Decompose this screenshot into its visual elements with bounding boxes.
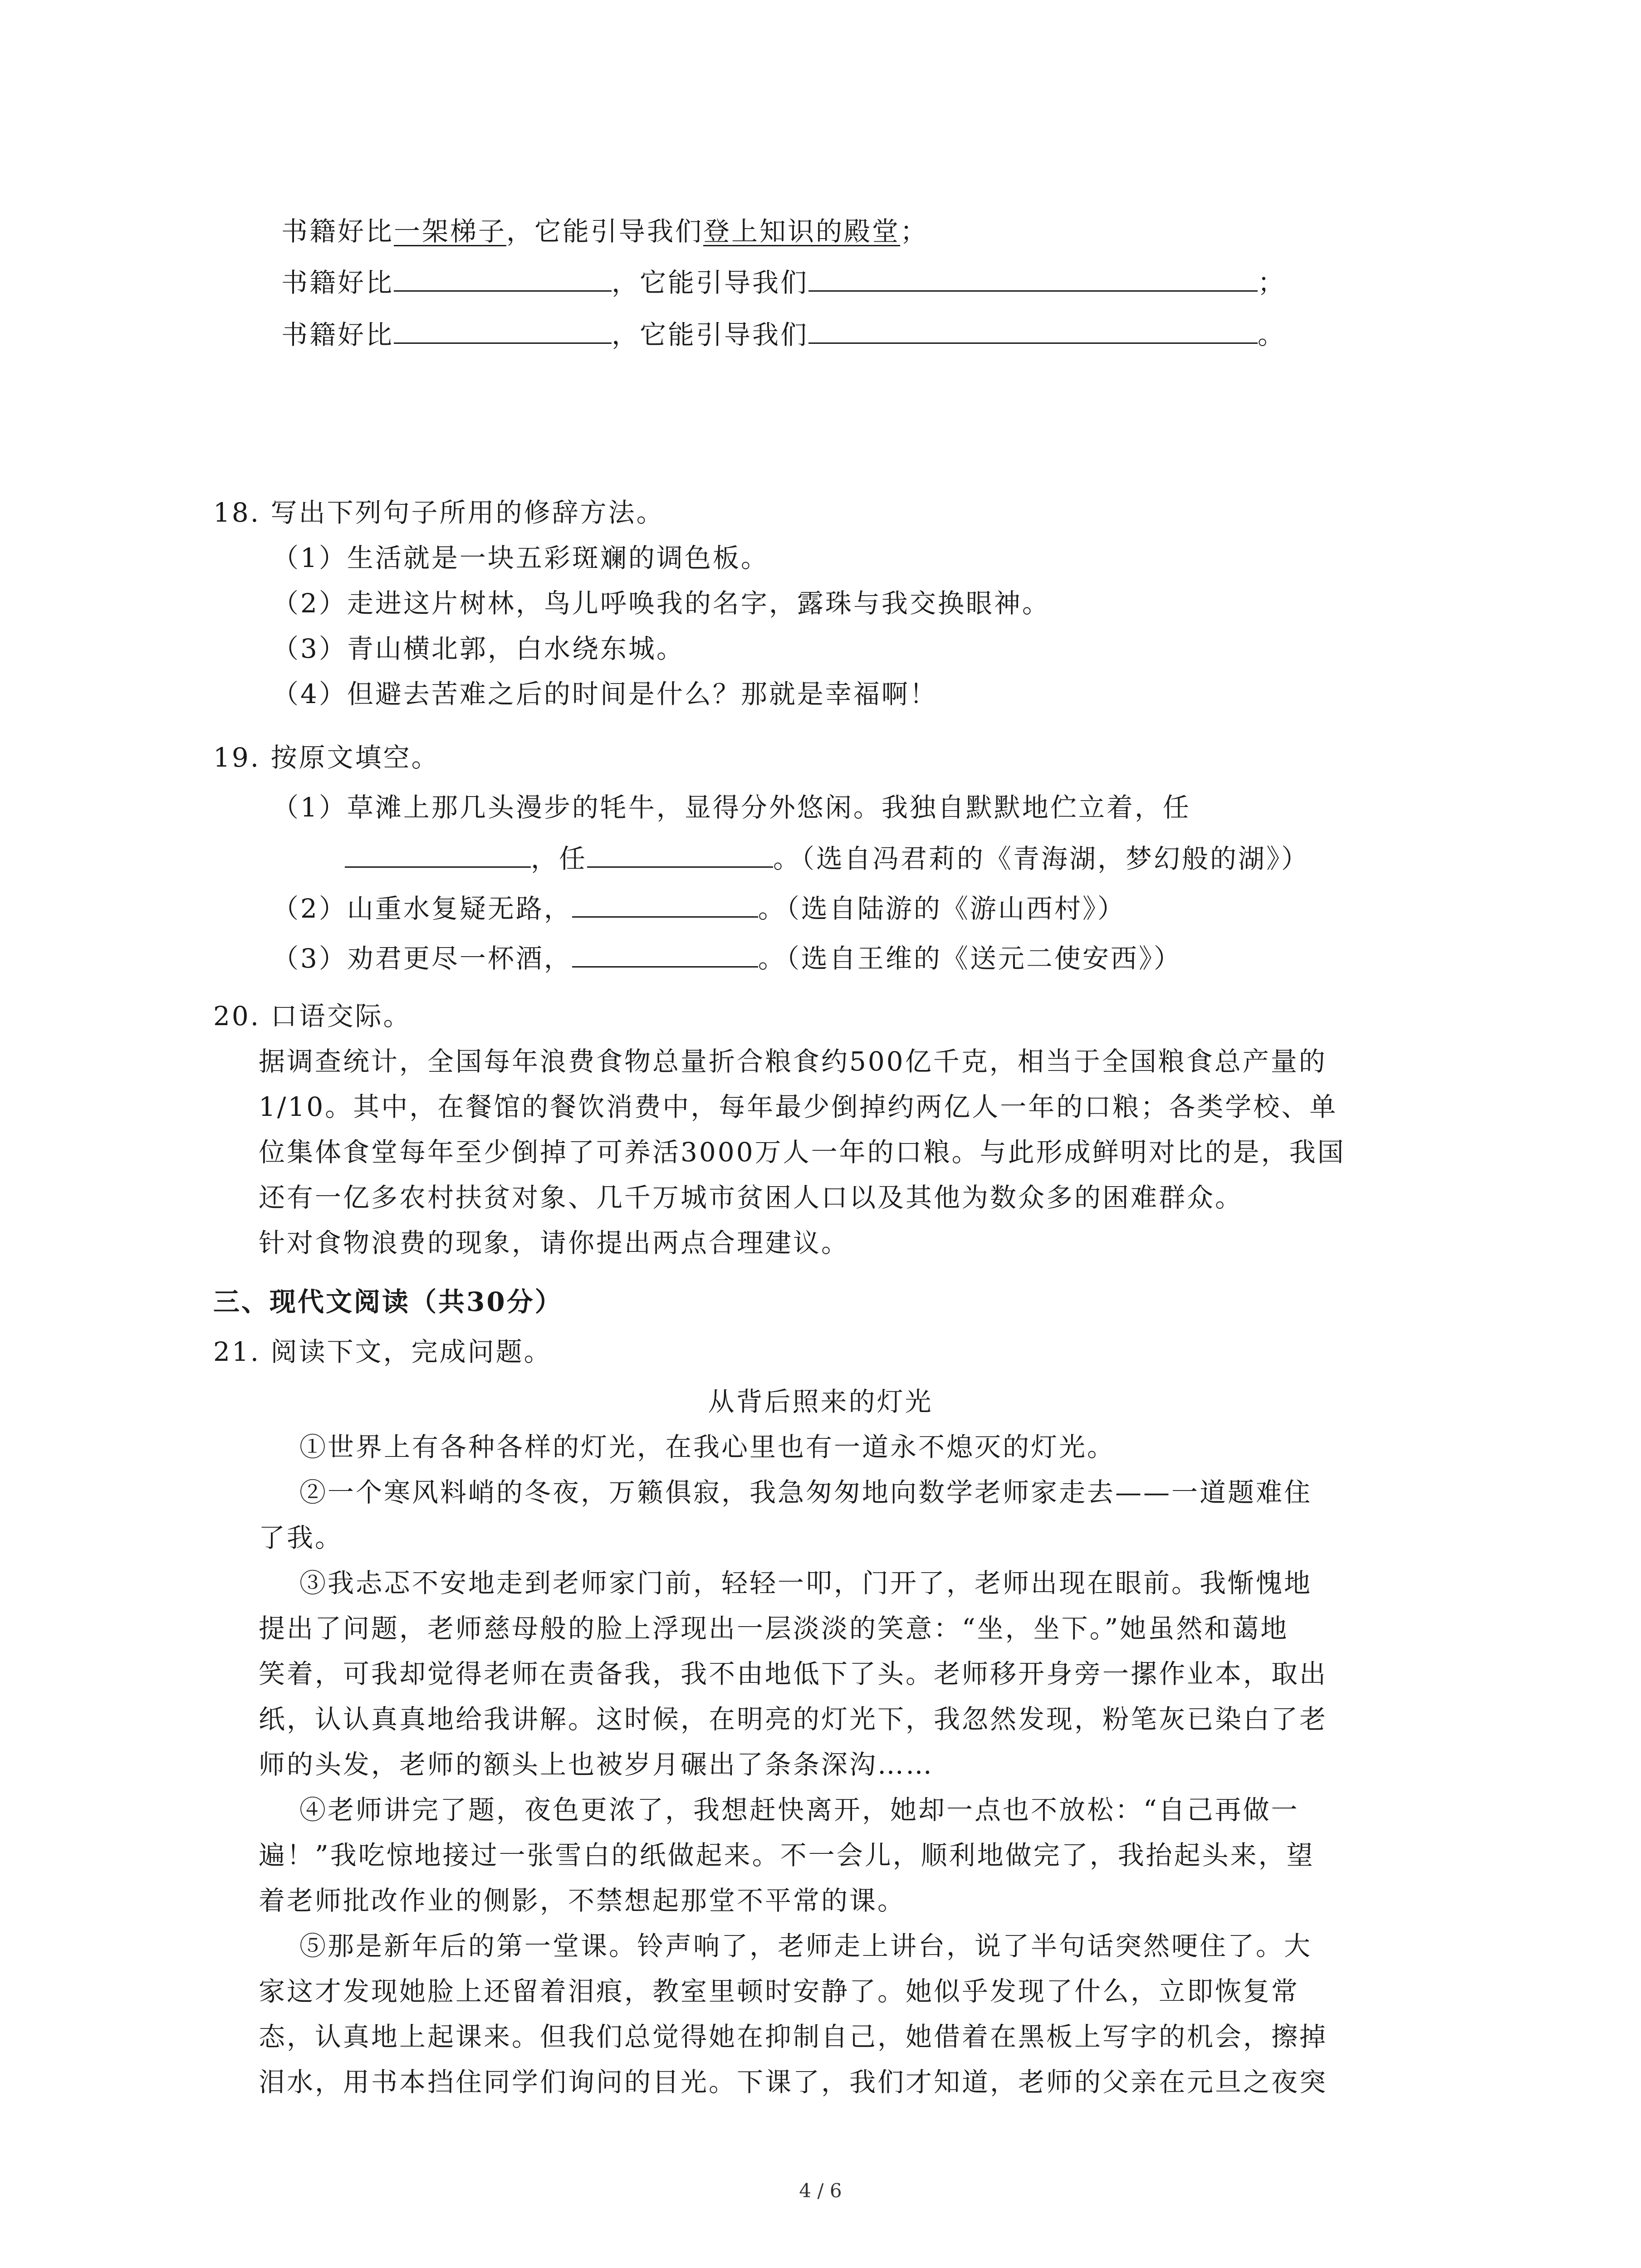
fill-row-2-end: 。: [1258, 319, 1286, 350]
page-number: 4 / 6: [799, 2180, 842, 2202]
q19-item-3-source: 。（选自王维的《送元二使安西》）: [758, 943, 1182, 974]
q20-line-5: 针对食物浪费的现象，请你提出两点合理建议。: [259, 1227, 850, 1258]
passage-line: ⑤那是新年后的第一堂课。铃声响了，老师走上讲台，说了半句话突然哽住了。大: [299, 1931, 1313, 1961]
example-underline-ladder: 一架梯子: [394, 216, 507, 247]
fill-row-2-mid: ，它能引导我们: [612, 319, 809, 350]
fill-row-1: [281, 263, 1286, 301]
fill-row-1-label: 书籍好比: [281, 267, 394, 298]
passage-line: 着老师批改作业的侧影，不禁想起那堂不平常的课。: [259, 1885, 906, 1916]
section-3-heading: 三、现代文阅读（共30分）: [213, 1286, 563, 1317]
q20-line-1: 据调查统计，全国每年浪费食物总量折合粮食约500亿千克，相当于全国粮食总产量的: [259, 1046, 1327, 1077]
q19-blank-2[interactable]: [572, 889, 758, 918]
fill-blank-2a[interactable]: [394, 315, 612, 344]
q19-item-1-source: 。（选自冯君莉的《青海湖，梦幻般的湖》）: [773, 843, 1310, 874]
q19-item-3: [272, 939, 1182, 977]
passage-line: 泪水，用书本挡住同学们询问的目光。下课了，我们才知道，老师的父亲在元旦之夜突: [259, 2067, 1328, 2097]
q20-line-2: 1/10。其中，在餐馆的餐饮消费中，每年最少倒掉约两亿人一年的口粮；各类学校、单: [259, 1091, 1338, 1122]
passage-line: 笑着，可我却觉得老师在责备我，我不由地低下了头。老师移开身旁一摞作业本，取出: [259, 1658, 1328, 1689]
q19-item-1-blanks: [345, 839, 1309, 877]
fill-blank-2b[interactable]: [808, 315, 1258, 344]
example-text-c: ，它能引导我们: [506, 216, 704, 247]
q19-item-2-source: 。（选自陆游的《游山西村》）: [758, 893, 1126, 924]
example-text-a: 书籍好比: [281, 216, 394, 247]
fill-blank-1a[interactable]: [394, 263, 612, 292]
fill-blank-1b[interactable]: [808, 263, 1258, 292]
passage-line: 家这才发现她脸上还留着泪痕，教室里顿时安静了。她似乎发现了什么，立即恢复常: [259, 1976, 1300, 2007]
passage-line: ④老师讲完了题，夜色更浓了，我想赶快离开，她却一点也不放松：“自己再做一: [299, 1794, 1299, 1825]
q19-blank-3[interactable]: [572, 939, 758, 968]
q19-item-2: [272, 889, 1126, 927]
passage-title: 从背后照来的灯光: [708, 1386, 933, 1417]
q19-blank-1b[interactable]: [587, 839, 773, 868]
example-text-e: ；: [900, 216, 929, 247]
q19-item-2-text: （2）山重水复疑无路，: [272, 893, 572, 924]
passage-line: 纸，认认真真地给我讲解。这时候，在明亮的灯光下，我忽然发现，粉笔灰已染白了老: [259, 1704, 1328, 1735]
q20-stem: 20. 口语交际。: [213, 1001, 411, 1031]
q18-item-4: （4）但避去苦难之后的时间是什么？那就是幸福啊！: [272, 679, 938, 709]
passage-line: ①世界上有各种各样的灯光，在我心里也有一道永不熄灭的灯光。: [299, 1432, 1116, 1462]
q18-stem: 18. 写出下列句子所用的修辞方法。: [213, 497, 665, 528]
fill-row-1-end: ；: [1258, 267, 1286, 298]
q19-item-3-text: （3）劝君更尽一杯酒，: [272, 943, 572, 974]
q19-blank-1a[interactable]: [345, 839, 531, 868]
q21-stem: 21. 阅读下文，完成问题。: [213, 1336, 552, 1367]
q19-item-1-mid: ，任: [531, 843, 588, 874]
passage-line: ③我忐忑不安地走到老师家门前，轻轻一叩，门开了，老师出现在眼前。我惭愧地: [299, 1568, 1313, 1598]
fill-row-2-label: 书籍好比: [281, 319, 394, 350]
fill-row-1-mid: ，它能引导我们: [612, 267, 809, 298]
passage-line: 师的头发，老师的额头上也被岁月碾出了条条深沟……: [259, 1749, 934, 1780]
q20-line-3: 位集体食堂每年至少倒掉了可养活3000万人一年的口粮。与此形成鲜明对比的是，我国: [259, 1137, 1346, 1168]
q20-line-4: 还有一亿多农村扶贫对象、几千万城市贫困人口以及其他为数众多的困难群众。: [259, 1182, 1244, 1213]
q18-item-1: （1）生活就是一块五彩斑斓的调色板。: [272, 543, 769, 573]
passage-line: 遍！”我吃惊地接过一张雪白的纸做起来。不一会儿，顺利地做完了，我抬起头来，望: [259, 1840, 1315, 1871]
fill-row-2: [281, 315, 1286, 353]
q19-stem: 19. 按原文填空。: [213, 742, 440, 773]
passage-line: 了我。: [259, 1522, 343, 1553]
passage-line: ②一个寒风料峭的冬夜，万籁俱寂，我急匆匆地向数学老师家走去——一道题难住: [299, 1477, 1313, 1508]
q18-item-2: （2）走进这片树林，鸟儿呼唤我的名字，露珠与我交换眼神。: [272, 588, 1050, 619]
example-sentence: [281, 213, 928, 249]
example-underline-hall: 登上知识的殿堂: [703, 216, 901, 247]
q19-item-1: （1）草滩上那几头漫步的牦牛，显得分外悠闲。我独自默默地伫立着，任: [272, 792, 1191, 823]
passage-line: 提出了问题，老师慈母般的脸上浮现出一层淡淡的笑意：“坐，坐下。”她虽然和蔼地: [259, 1613, 1289, 1644]
passage-line: 态，认真地上起课来。但我们总觉得她在抑制自己，她借着在黑板上写字的机会，擦掉: [259, 2021, 1328, 2052]
q18-item-3: （3）青山横北郭，白水绕东城。: [272, 633, 685, 664]
